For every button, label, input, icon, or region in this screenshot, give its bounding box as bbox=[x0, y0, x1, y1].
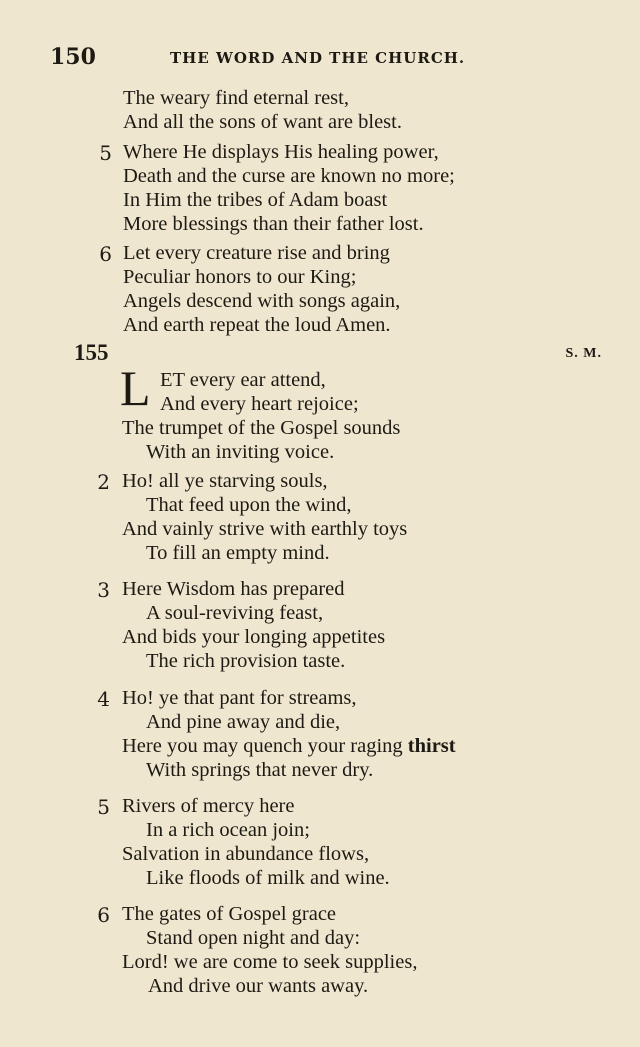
page-number: 150 bbox=[50, 44, 96, 70]
verse-line: More blessings than their father lost. bbox=[123, 213, 424, 235]
verse-line: And drive our wants away. bbox=[148, 975, 369, 997]
verse-number: 6 bbox=[97, 903, 110, 927]
verse-number: 4 bbox=[97, 687, 110, 711]
verse-line: And earth repeat the loud Amen. bbox=[123, 314, 391, 336]
drop-cap: L bbox=[120, 360, 151, 416]
verse-line: Where He displays His healing power, bbox=[123, 141, 439, 163]
verse-line: Death and the curse are known no more; bbox=[123, 165, 455, 187]
verse-line: That feed upon the wind, bbox=[146, 494, 352, 516]
verse-line: The rich provision taste. bbox=[146, 650, 346, 672]
verse-line: To fill an empty mind. bbox=[146, 542, 330, 564]
verse-line: ET every ear attend, bbox=[160, 369, 326, 391]
verse-line: A soul-reviving feast, bbox=[146, 602, 324, 624]
verse-line: In Him the tribes of Adam boast bbox=[123, 189, 388, 211]
hymn-number: 155 bbox=[74, 340, 109, 365]
verse-line: And every heart rejoice; bbox=[160, 393, 359, 415]
verse-line: And vainly strive with earthly toys bbox=[122, 518, 408, 540]
verse-number: 5 bbox=[97, 795, 110, 819]
verse-line: Peculiar honors to our King; bbox=[123, 266, 357, 288]
verse-line: Here Wisdom has prepared bbox=[122, 578, 345, 600]
verse-line: And all the sons of want are blest. bbox=[123, 111, 402, 133]
verse-line: Stand open night and day: bbox=[146, 927, 361, 949]
verse-number: 3 bbox=[97, 578, 110, 602]
verse-line: Let every creature rise and bring bbox=[123, 242, 390, 264]
verse-line: The gates of Gospel grace bbox=[122, 903, 337, 925]
verse-number: 5 bbox=[99, 141, 112, 165]
verse-line: Ho! ye that pant for streams, bbox=[122, 687, 357, 709]
verse-line: Salvation in abundance flows, bbox=[122, 843, 370, 865]
verse-line-text: Here you may quench your raging bbox=[122, 735, 403, 757]
verse-line: And bids your longing appetites bbox=[122, 626, 386, 648]
verse-line: Rivers of mercy here bbox=[122, 795, 295, 817]
verse-line: Like floods of milk and wine. bbox=[146, 867, 390, 889]
verse-line: With an inviting voice. bbox=[146, 441, 335, 463]
verse-line: Lord! we are come to seek supplies, bbox=[122, 951, 418, 973]
verse-number: 6 bbox=[99, 242, 112, 266]
bold-word: thirst bbox=[407, 735, 456, 757]
verse-line: In a rich ocean join; bbox=[146, 819, 310, 841]
verse-line: Angels descend with songs again, bbox=[123, 290, 401, 312]
verse-line: And pine away and die, bbox=[146, 711, 341, 733]
verse-number: 2 bbox=[97, 470, 110, 494]
verse-line: The trumpet of the Gospel sounds bbox=[122, 417, 401, 439]
verse-line: The weary find eternal rest, bbox=[123, 87, 349, 109]
verse-line: Ho! all ye starving souls, bbox=[122, 470, 328, 492]
verse-line: With springs that never dry. bbox=[146, 759, 374, 781]
running-title: THE WORD AND THE CHURCH. bbox=[170, 49, 466, 67]
hymn-meter: S. M. bbox=[565, 346, 602, 361]
verse-line bbox=[122, 734, 456, 758]
